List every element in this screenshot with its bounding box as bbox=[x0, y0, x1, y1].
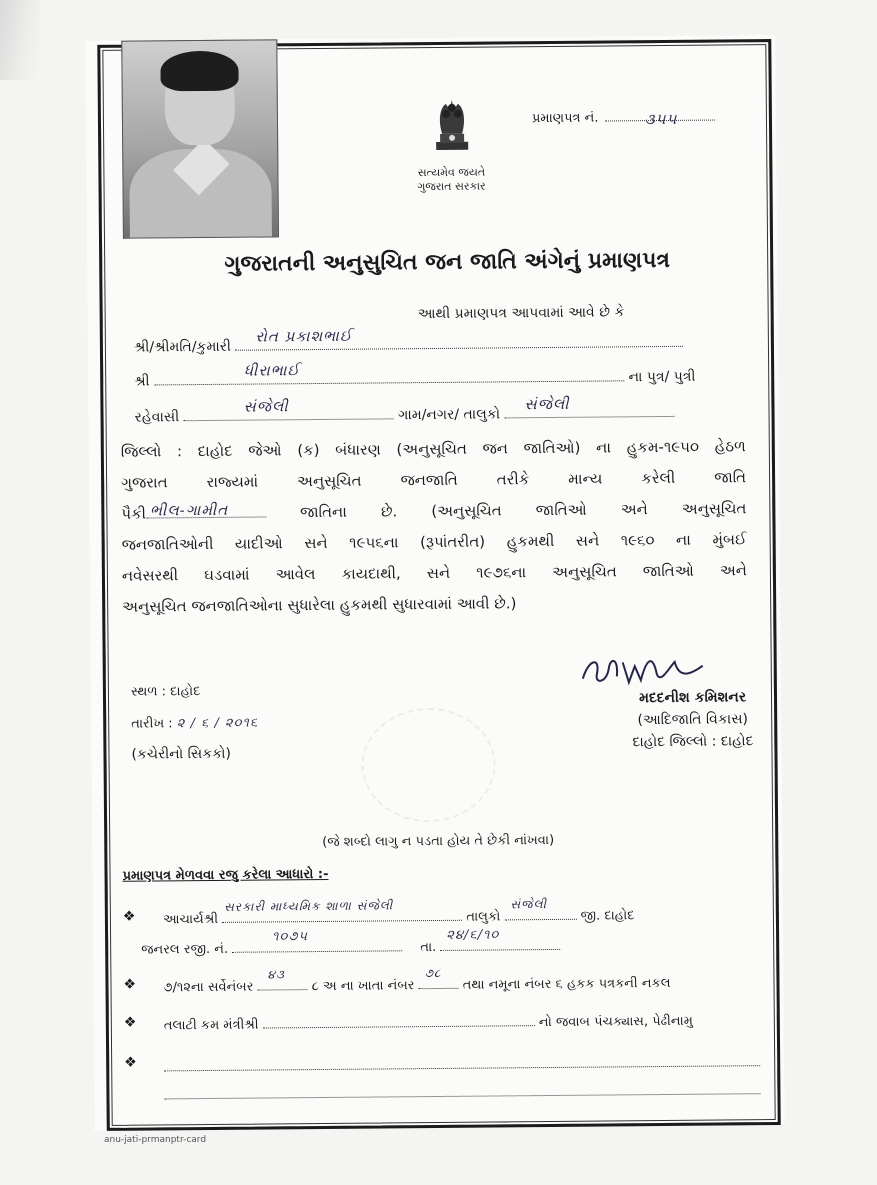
office-seal-impression bbox=[361, 707, 496, 822]
diamond-bullet-icon: ❖ bbox=[122, 908, 136, 925]
signatory-district: દાહોદ જિલ્લો : દાહોદ bbox=[632, 733, 754, 751]
diamond-bullet-icon: ❖ bbox=[123, 1014, 137, 1031]
father-value: ધીરાભાઈ bbox=[243, 361, 301, 380]
basis-item-3: તલાટી કમ મંત્રીશ્રી નો જવાબ પંચક્યાસ, પેઢીનામુ bbox=[164, 1010, 693, 1034]
officer-signature bbox=[579, 648, 709, 693]
resident-value: સંજેલી bbox=[243, 397, 289, 416]
taluka-value: સંજેલી bbox=[524, 394, 570, 414]
body-line-4: જનજાતિઓની યાદીઓ સને ૧૯૫૬ના (રૂપાંતરીત) હુકમથી સને ૧૯૬૦ ના મુંબઈ bbox=[121, 530, 747, 554]
office-seal-label: (કચેરીનો સિકકો) bbox=[131, 745, 231, 763]
page-fold bbox=[0, 0, 40, 80]
body-line-5: નવેસરથી ઘડવામાં આવેલ કાયદાથી, સને ૧૯૭૬ના અનુસૂચિત જાતિઓ અને bbox=[121, 561, 747, 585]
body-line-6: અનુસૂચિત જનજાતિઓના સુધારેલા હુકમથી સુધારવામાં આવી છે.) bbox=[122, 594, 517, 616]
father-label: શ્રી bbox=[134, 373, 150, 390]
basis-heading: પ્રમાણપત્ર મેળવવા રજુ કરેલા આધારો :- bbox=[122, 866, 329, 884]
date-line bbox=[131, 716, 258, 732]
certificate-number bbox=[532, 110, 715, 127]
name-label: શ્રી/શ્રીમતિ/કુમારી bbox=[133, 338, 232, 356]
diamond-bullet-icon: ❖ bbox=[124, 1054, 137, 1071]
diamond-bullet-icon: ❖ bbox=[123, 976, 137, 993]
general-register-line: જનરલ રજી. નં. ૧૦૭૫ તા. ૨૪/૬/૧૦ bbox=[141, 935, 560, 958]
govt-name: ગુજરાત સરકાર bbox=[417, 179, 486, 194]
cert-no-value: ૩૫૫ bbox=[644, 109, 678, 129]
signatory-block bbox=[632, 689, 753, 750]
ashoka-emblem-icon bbox=[422, 90, 483, 161]
footer-code: anu-jati-prmanptr-card bbox=[104, 1135, 207, 1145]
certificate-body bbox=[121, 431, 748, 622]
basis-item-1: આચાર્યશ્રી સરકારી માધ્યમિક શાળા સંજેલી તાલુકો સંજેલી જી. દાહોદ bbox=[162, 897, 635, 928]
body-line-2: ગુજરાત રાજ્યમાં અનુસૂચિત જનજાતિ તરીકે માન્ય કરેલી જાતિ bbox=[121, 468, 747, 492]
intro-text: આથી પ્રમાણપત્ર આપવામાં આવે છે કે bbox=[417, 304, 625, 323]
cert-no-label: પ્રમાણપત્ર નં. bbox=[531, 110, 599, 127]
caste-value: ભીલ-ગામીત bbox=[149, 500, 229, 520]
village-label: ગામ/નગર/ તાલુકો bbox=[398, 406, 501, 424]
basis-item-2: ૭/૧૨ના સર્વેનંબર ૪૩ ૮ અ ના ખાતા નંબર ૭૮ તથા નમૂના નંબર ૬ હકક પત્રકની નકલ bbox=[163, 965, 671, 996]
certificate-paper bbox=[85, 35, 784, 1131]
applicant-photo bbox=[121, 39, 279, 238]
certificate-title: ગુજરાતની અનુસુચિત જન જાતિ અંગેનું પ્રમાણપત્ર bbox=[224, 247, 671, 277]
strike-note: (જે શબ્દો લાગુ ન પડતા હોય તે છેકી નાંખવા) bbox=[322, 832, 555, 850]
resident-label: રહેવાસી bbox=[134, 409, 180, 426]
date-label: તારીખ : bbox=[131, 716, 173, 732]
signatory-dept: (આદિજાતિ વિકાસ) bbox=[637, 711, 749, 729]
name-value: રોત પ્રકાશભાઈ bbox=[255, 326, 353, 346]
emblem-caption bbox=[396, 165, 506, 194]
date-value: ૨ / ૬ / ૨૦૧૬ bbox=[176, 715, 259, 732]
place-label: સ્થળ : દાહોદ bbox=[130, 684, 201, 700]
body-line-1: જિલ્લો : દાહોદ જેઓ (ક) બંધારણ (અનુસૂચિત જન જાતિઓ) ના હુકમ-૧૯૫૦ હેઠળ bbox=[120, 437, 746, 461]
son-daughter-label: ના પુત્ર/ પુત્રી bbox=[628, 368, 696, 386]
signatory-title: મદદનીશ કમિશનર bbox=[638, 689, 747, 707]
emblem-motto: સત્યમેવ જયતે bbox=[417, 165, 486, 180]
body-line-3: પૈકી ભીલ-ગામીત જાતિના છે. (અનુસૂચિત જાતિઓ અને અનુસૂચિત bbox=[121, 493, 746, 529]
